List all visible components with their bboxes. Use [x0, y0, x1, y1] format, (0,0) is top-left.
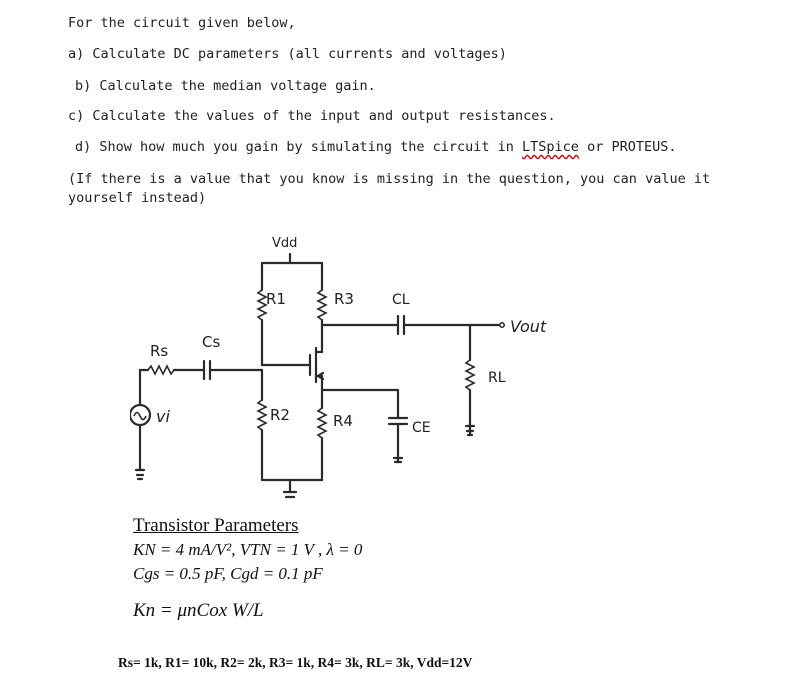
vdd-label: Vdd [272, 236, 298, 251]
r2-resistor [258, 400, 266, 430]
cs-label: Cs [202, 333, 221, 351]
ce-label: CE [412, 420, 431, 436]
circuit-diagram [130, 230, 580, 510]
r1-resistor [258, 290, 266, 320]
question-a: a) Calculate DC parameters (all currents and voltages) [68, 46, 507, 62]
intro-text: For the circuit given below, [68, 15, 296, 31]
r4-resistor [318, 408, 326, 438]
r3-resistor [318, 290, 326, 320]
r4-label: R4 [333, 412, 353, 430]
cl-label: CL [392, 292, 410, 308]
r1-label: R1 [266, 290, 286, 308]
question-d-prefix: d) Show how much you gain by simulating the circuit in [75, 139, 523, 155]
r2-bottom-wire [262, 430, 322, 480]
rl-resistor [466, 360, 474, 390]
r2-label: R2 [270, 406, 290, 424]
kn-formula: Kn = μnCox W/L [133, 600, 264, 621]
transistor-params-line2: Cgs = 0.5 pF, Cgd = 0.1 pF [133, 564, 323, 583]
transistor-params-line1: KN = 4 mA/V², VTN = 1 V , λ = 0 [133, 540, 363, 559]
question-d [75, 139, 676, 155]
output-terminal [500, 323, 504, 327]
rs-resistor [148, 366, 174, 374]
note-line-1: (If there is a value that you know is missing in the question, you can value it [68, 171, 711, 187]
question-c: c) Calculate the values of the input and output resistances. [68, 108, 556, 124]
bottom-ground [284, 492, 296, 497]
component-values: Rs= 1k, R1= 10k, R2= 2k, R3= 1k, R4= 3k, RL= 3k, Vdd=12V [118, 655, 473, 670]
question-d-suffix: or PROTEUS. [578, 139, 677, 155]
ltspice-word: LTSpice [522, 139, 579, 155]
transistor-params-title: Transistor Parameters [133, 515, 299, 536]
vout-label: Vout [510, 317, 547, 336]
r3-label: R3 [334, 290, 354, 308]
vi-label: vi [156, 407, 170, 426]
note-line-2: yourself instead) [68, 190, 207, 206]
rs-label: Rs [150, 342, 169, 360]
ac-source-wave [134, 413, 146, 420]
source-ground [136, 470, 144, 479]
rl-label: RL [488, 370, 506, 386]
question-b: b) Calculate the median voltage gain. [75, 78, 376, 94]
